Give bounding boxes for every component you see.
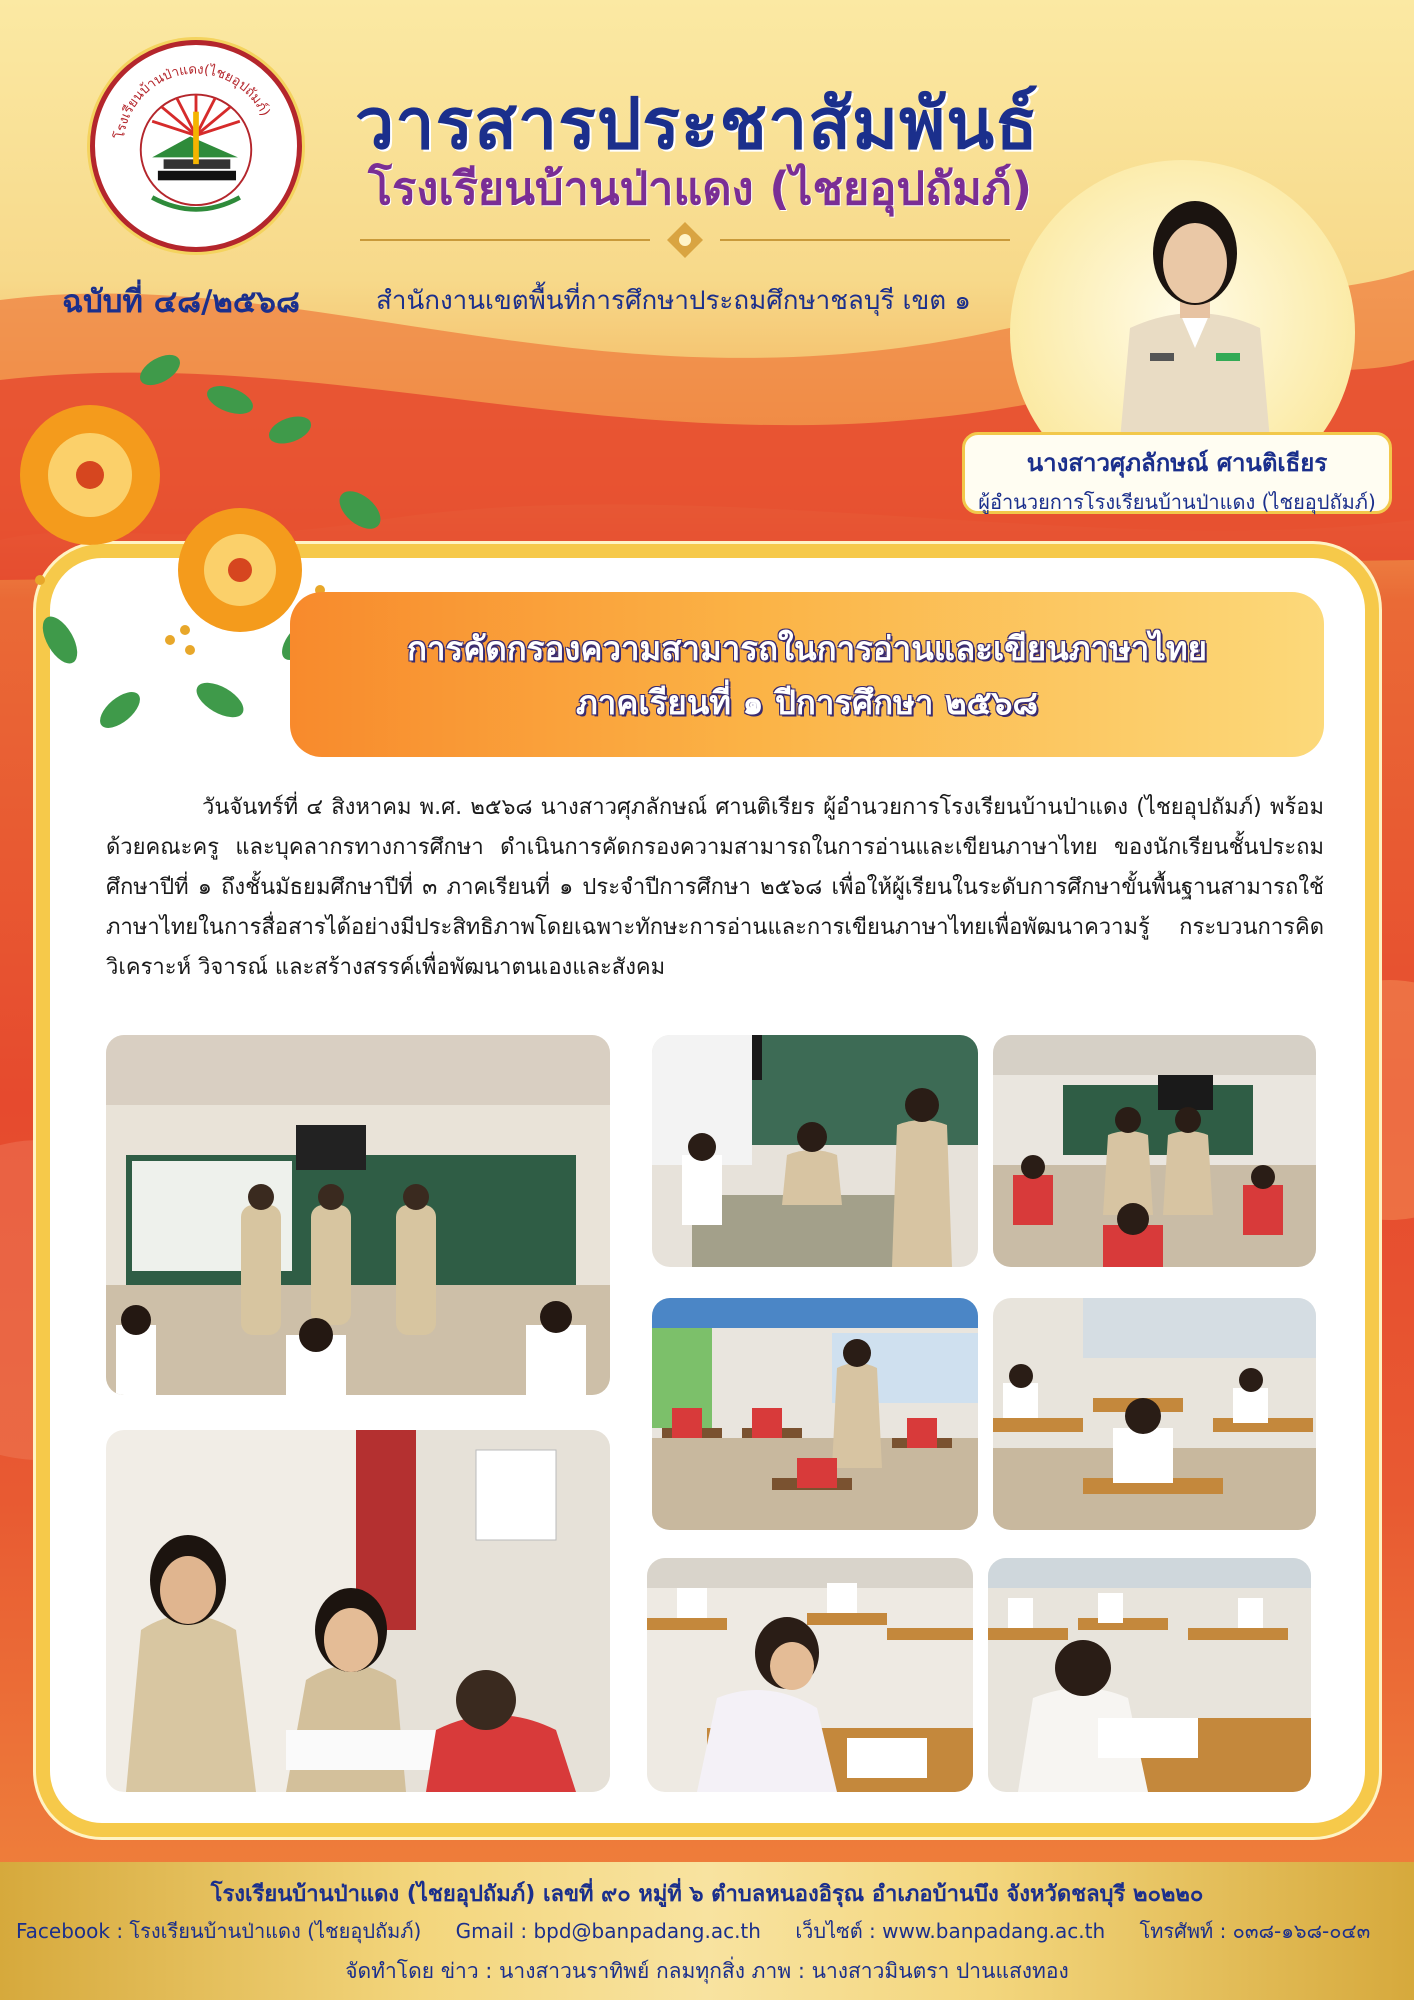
footer-facebook-link[interactable]: Facebook : โรงเรียนบ้านป่าแดง (ไชยอุปถัมภ์) (16, 1919, 422, 1943)
director-photo (1100, 178, 1290, 440)
school-logo (90, 40, 302, 252)
article-headline (290, 592, 1324, 757)
footer-contacts (16, 1915, 1398, 1947)
director-position: ผู้อำนวยการโรงเรียนบ้านป่าแดง (ไชยอุปถัมภ์) (978, 490, 1376, 514)
photo-student-writing (647, 1558, 973, 1792)
director-name: นางสาวศุภลักษณ์ ศานติเธียร (1026, 449, 1328, 477)
footer-credits: จัดทำโดย ข่าว : นางสาวนราทิพย์ กลมทุกสิ่ง ภาพ : นางสาวมินตรา ปานแสงทอง (345, 1959, 1069, 1983)
logo-text: โรงเรียนบ้านป่าแดง(ไชยอุปถัมภ์) (112, 62, 273, 140)
office-name: สำนักงานเขตพื้นที่การศึกษาประถมศึกษาชลบุรี เขต ๑ (376, 286, 971, 316)
school-name: โรงเรียนบ้านป่าแดง (ไชยอุปถัมภ์) (368, 162, 1033, 215)
footer-phone: โทรศัพท์ : ๐๓๘-๑๖๘-๐๔๓ (1139, 1919, 1371, 1943)
photo-classroom-4 (993, 1298, 1316, 1530)
photo-teachers-student (106, 1430, 610, 1792)
headline-line-1: การคัดกรองความสามารถในการอ่านและเขียนภาษาไทย (407, 629, 1207, 668)
issue-number: ฉบับที่ ๔๘/๒๕๖๘ (62, 284, 300, 320)
photo-classroom-1 (106, 1035, 610, 1395)
photo-teachers-table (652, 1035, 978, 1267)
photo-classroom-2 (993, 1035, 1316, 1267)
article-body: วันจันทร์ที่ ๔ สิงหาคม พ.ศ. ๒๕๖๘ นางสาวศุภลักษณ์ ศานติเรียร ผู้อำนวยการโรงเรียนบ้านป่าแดง (ไชยอุปถัมภ์) พร้อมด้วยคณะครู และบุคลากรทางการศึกษา ดำเนินการคัดกรองความสามารถในการอ่านและเขียนภาษาไทย ของนักเรียนชั้นประถมศึกษาปีที่ ๑ ถึงชั้นมัธยมศึกษาปีที่ ๓ ภาคเรียนที่ ๑ ประจำปีการศึกษา ๒๕๖๘ เพื่อให้ผู้เรียนในระดับการศึกษาขั้นพื้นฐานสามารถใช้ภาษาไทยในการสื่อสารได้อย่างมีประสิทธิภาพโดยเฉพาะทักษะการอ่านและการเขียนภาษาไทยเพื่อพัฒนาความรู้ กระบวนการคิดวิเคราะห์ วิจารณ์ และสร้างสรรค์เพื่อพัฒนาตนเองและสังคม (106, 795, 1325, 980)
footer-website-link[interactable]: เว็บไซต์ : www.banpadang.ac.th (795, 1919, 1106, 1943)
photo-student-exam (988, 1558, 1311, 1792)
article-body-block (106, 788, 1324, 988)
divider-ornament (360, 220, 1010, 260)
director-name-box (962, 432, 1392, 514)
headline-line-2: ภาคเรียนที่ ๑ ปีการศึกษา ๒๕๖๘ (576, 683, 1038, 722)
footer-address: โรงเรียนบ้านป่าแดง (ไชยอุปถัมภ์) เลขที่ ๙๐ หมู่ที่ ๖ ตำบลหนองอิรุณ อำเภอบ้านบึง จังหวัดชลบุรี ๒๐๒๒๐ (210, 1882, 1204, 1907)
photo-classroom-3 (652, 1298, 978, 1530)
footer-email-link[interactable]: Gmail : bpd@banpadang.ac.th (455, 1919, 761, 1943)
newsletter-title: วารสารประชาสัมพันธ์ (355, 83, 1039, 165)
